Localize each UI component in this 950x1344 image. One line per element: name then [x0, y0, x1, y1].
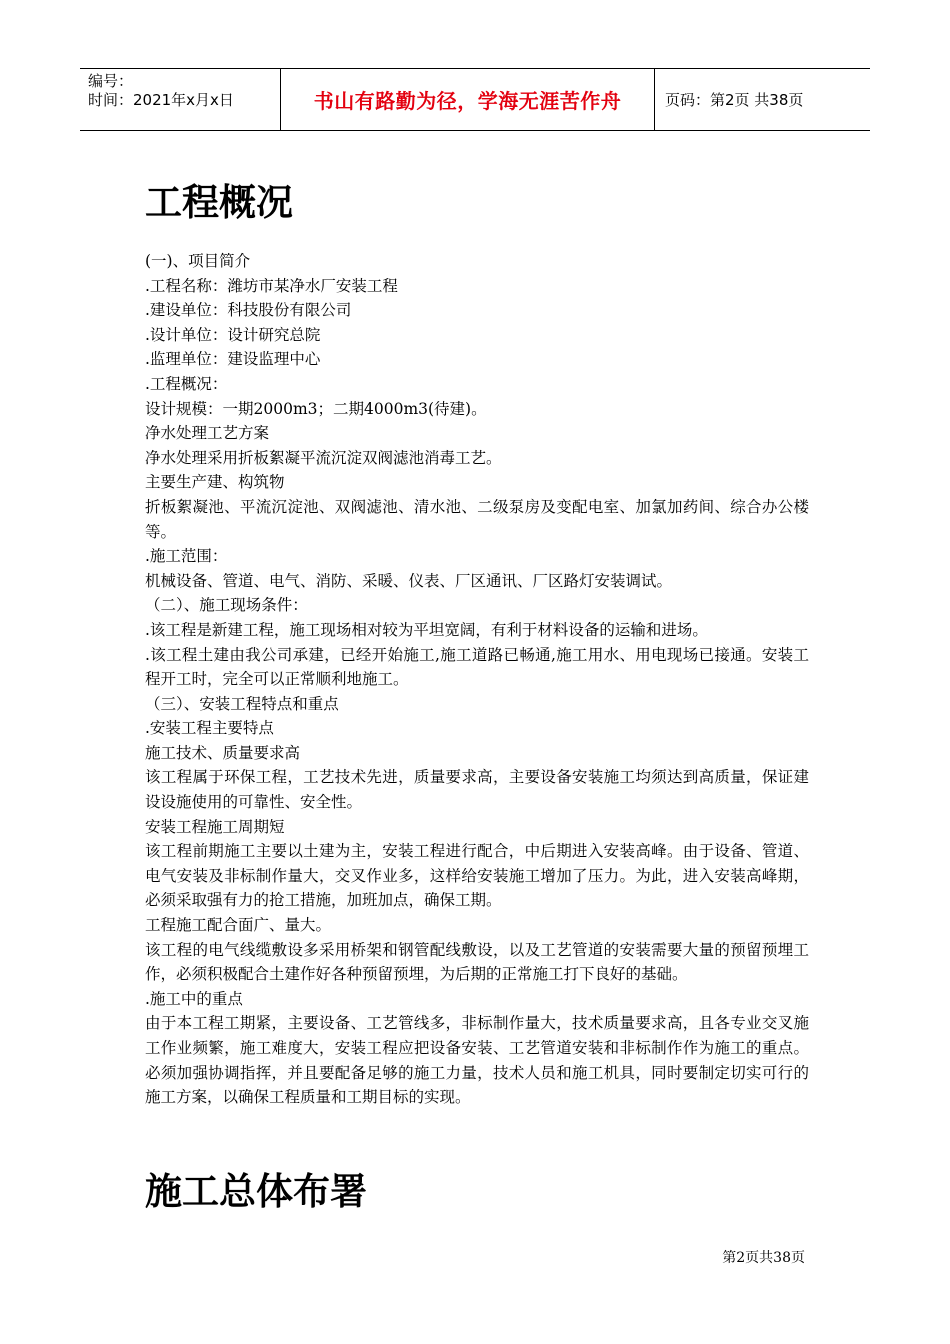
page-footer: 第2页共38页 — [722, 1250, 805, 1266]
body-line: .工程概况： — [145, 374, 228, 393]
body-line: .工程名称：潍坊市某净水厂安装工程 — [145, 276, 398, 295]
body-line: .设计单位：设计研究总院 — [145, 325, 321, 344]
body-line: .施工范围： — [145, 547, 228, 566]
body-paragraph: 由于本工程工期紧，主要设备、工艺管线多，非标制作量大，技术质量要求高，且各专业交叉施工作业频繁，施工难度大，安装工程应把设备安装、工艺管道安装和非标制作作为施工的重点。必须加强协调指挥，并且要配备足够的施工力量，技术人员和施工机具，同时要制定切实可行的施工方案，以确保工程质量和工期目标的实现。 — [145, 1014, 809, 1107]
section-title-overview: 工程概况 — [145, 181, 293, 224]
body-line: 主要生产建、构筑物 — [145, 473, 285, 492]
body-line: 净水处理工艺方案 — [145, 424, 270, 443]
body-line: (一)、项目简介 — [145, 252, 251, 270]
body-line: .施工中的重点 — [145, 989, 243, 1008]
body-line: .安装工程主要特点 — [145, 719, 274, 738]
body-paragraph: 该工程属于环保工程，工艺技术先进，质量要求高，主要设备安装施工均须达到高质量，保证建设设施使用的可靠性、安全性。 — [145, 768, 809, 812]
document-number-label: 编号： — [88, 72, 134, 90]
document-time-label: 时间：2021年x月x日 — [88, 91, 234, 109]
body-line: .建设单位：科技股份有限公司 — [145, 301, 352, 320]
body-line: .该工程是新建工程，施工现场相对较为平坦宽阔，有利于材料设备的运输和进场。 — [145, 620, 708, 639]
body-line: 安装工程施工周期短 — [145, 817, 285, 836]
body-paragraph: .该工程土建由我公司承建，已经开始施工,施工道路已畅通,施工用水、用电现场已接通。安装工程开工时，完全可以正常顺利地施工。 — [145, 645, 809, 689]
header-motto: 书山有路勤为径，学海无涯苦作舟 — [313, 89, 622, 113]
body-line: 净水处理采用折板絮凝平流沉淀双阀滤池消毒工艺。 — [145, 448, 502, 467]
section-title-deployment: 施工总体布署 — [145, 1170, 367, 1213]
body-line: 工程施工配合面广、量大。 — [145, 916, 332, 935]
header-page-number: 页码：第2页 共38页 — [665, 91, 804, 109]
header-meta — [80, 69, 281, 130]
overview-body — [145, 249, 809, 1110]
body-paragraph: 该工程的电气线缆敷设多采用桥架和钢管配线敷设，以及工艺管道的安装需要大量的预留预埋工作，必须积极配合土建作好各种预留预埋，为后期的正常施工打下良好的基础。 — [145, 940, 809, 984]
body-paragraph: 折板絮凝池、平流沉淀池、双阀滤池、清水池、二级泵房及变配电室、加氯加药间、综合办公楼等。 — [145, 497, 809, 541]
header-motto-cell — [281, 69, 655, 130]
body-line: 机械设备、管道、电气、消防、采暖、仪表、厂区通讯、厂区路灯安装调试。 — [145, 571, 673, 590]
header-page-cell — [655, 69, 870, 130]
body-paragraph: 该工程前期施工主要以土建为主，安装工程进行配合，中后期进入安装高峰。由于设备、管道、电气安装及非标制作量大，交叉作业多，这样给安装施工增加了压力。为此，进入安装高峰期，必须采取强有力的抢工措施，加班加点，确保工期。 — [145, 842, 809, 910]
body-line: （三）、安装工程特点和重点 — [145, 694, 339, 713]
body-line: .监理单位：建设监理中心 — [145, 350, 321, 369]
page-header — [80, 68, 870, 131]
body-line: 设计规模：一期2000m3；二期4000m3(待建)。 — [145, 399, 487, 418]
body-line: 施工技术、质量要求高 — [145, 743, 301, 762]
body-line: （二）、施工现场条件： — [145, 596, 308, 615]
